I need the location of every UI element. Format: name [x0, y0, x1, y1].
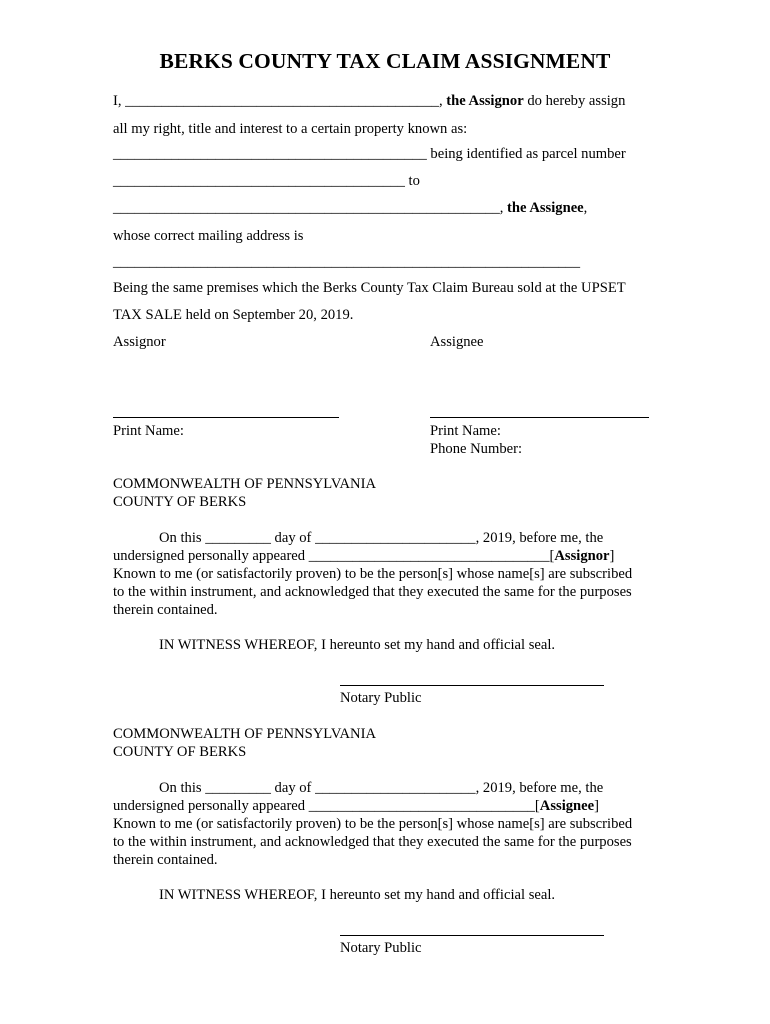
notary1-line-e: therein contained. [113, 602, 218, 618]
notary2-signature-line[interactable] [340, 935, 604, 936]
notary1-line-a: On this _________ day of ______________________, 2019, before me, the [159, 530, 604, 546]
premises-line-1: Being the same premises which the Berks County Tax Claim Bureau sold at the UPSET [113, 280, 626, 296]
assignee-print-name: Print Name: [430, 423, 501, 439]
notary1-state: COMMONWEALTH OF PENNSYLVANIA [113, 476, 376, 492]
parcel-number-blank[interactable]: ________________________________________ [113, 173, 405, 189]
assignor-line [113, 93, 625, 110]
comma-end: , [583, 200, 588, 216]
assignor-print-name: Print Name: [113, 423, 184, 439]
assignee-signature-line[interactable] [430, 417, 649, 418]
assignee-phone-number: Phone Number: [430, 441, 523, 457]
assign-text: do hereby assign [523, 93, 626, 109]
notary1-witness: IN WITNESS WHEREOF, I hereunto set my hand and official seal. [159, 637, 556, 653]
notary1-line-b [113, 548, 614, 565]
notary2-state: COMMONWEALTH OF PENNSYLVANIA [113, 726, 376, 742]
assignor-name-blank[interactable]: ___________________________________________ [125, 93, 439, 109]
notary1-line-c: Known to me (or satisfactorily proven) to be the person[s] whose name[s] are subscribed [113, 566, 633, 582]
notary1-line-d: to the within instrument, and acknowledged that they executed the same for the purposes [113, 584, 632, 600]
the-assignee-label: the Assignee [507, 200, 584, 216]
the-assignor-label: the Assignor [446, 93, 524, 109]
mailing-address-line: whose correct mailing address is [113, 228, 304, 244]
comma: , [438, 93, 447, 109]
notary2-line-c: Known to me (or satisfactorily proven) to be the person[s] whose name[s] are subscribed [113, 816, 633, 832]
notary2-line-b [113, 798, 599, 815]
comma: , [499, 200, 508, 216]
notary2-line-d: to the within instrument, and acknowledged that they executed the same for the purposes [113, 834, 632, 850]
notary1-public-label: Notary Public [340, 690, 422, 706]
bracket-end: ] [594, 798, 599, 814]
assignee-line [113, 200, 587, 217]
i-prefix: I, [113, 93, 126, 109]
property-address-blank[interactable]: ___________________________________________ [113, 146, 427, 162]
notary2-county: COUNTY OF BERKS [113, 744, 247, 760]
document-title: BERKS COUNTY TAX CLAIM ASSIGNMENT [159, 49, 611, 73]
notary2-line-e: therein contained. [113, 852, 218, 868]
notary1-appeared-text: undersigned personally appeared _________________________________[ [113, 548, 555, 564]
parcel-line [113, 173, 420, 190]
mailing-address-blank[interactable]: ________________________________________________________________ [113, 254, 580, 270]
notary2-assignee-label: Assignee [539, 798, 595, 814]
notary2-witness: IN WITNESS WHEREOF, I hereunto set my hand and official seal. [159, 887, 556, 903]
assignor-signature-label: Assignor [113, 334, 166, 350]
property-line [113, 146, 626, 163]
notary1-assignor-label: Assignor [554, 548, 610, 564]
parcel-text: being identified as parcel number [426, 146, 626, 162]
bracket-end: ] [609, 548, 615, 564]
notary2-public-label: Notary Public [340, 940, 422, 956]
notary2-appeared-text: undersigned personally appeared _______________________________[ [113, 798, 540, 814]
notary1-county: COUNTY OF BERKS [113, 494, 247, 510]
property-intro-line: all my right, title and interest to a certain property known as: [113, 121, 468, 137]
premises-line-2: TAX SALE held on September 20, 2019. [113, 307, 354, 323]
notary1-signature-line[interactable] [340, 685, 604, 686]
notary2-line-a: On this _________ day of ______________________, 2019, before me, the [159, 780, 604, 796]
assignee-name-blank[interactable]: _____________________________________________________ [113, 200, 500, 216]
to-text: to [404, 173, 420, 189]
assignor-signature-line[interactable] [113, 417, 339, 418]
assignee-signature-label: Assignee [430, 334, 484, 350]
